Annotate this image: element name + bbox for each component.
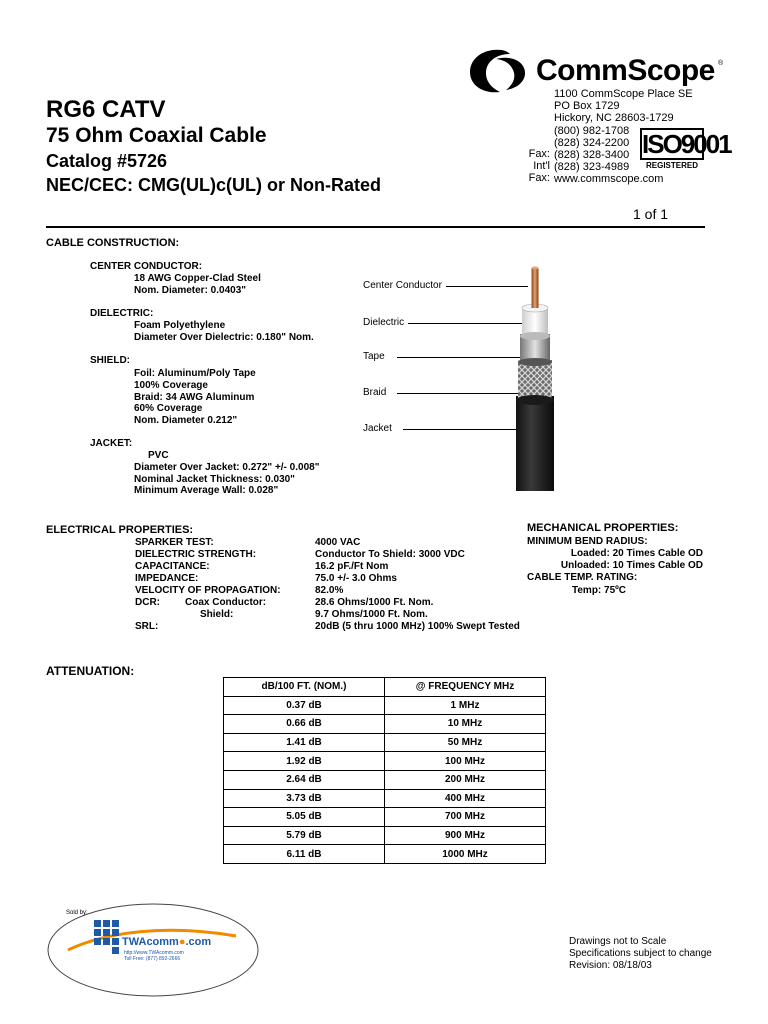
attenuation-cell: 1.92 dB — [224, 752, 385, 771]
seller-seal — [46, 902, 260, 998]
property-value: 16.2 pF./Ft Nom — [315, 561, 389, 572]
property-label: DIELECTRIC STRENGTH: — [135, 549, 257, 560]
attenuation-cell: 0.66 dB — [224, 715, 385, 734]
frequency-cell: 700 MHz — [385, 808, 546, 827]
attenuation-cell: 1.41 dB — [224, 733, 385, 752]
attenuation-heading: ATTENUATION: — [46, 664, 135, 678]
shield-label: SHIELD: — [90, 355, 130, 366]
leader-line — [397, 357, 520, 358]
table-header-row — [224, 678, 546, 697]
attenuation-cell: 5.79 dB — [224, 826, 385, 845]
address-line: (828) 323-4989 — [554, 161, 630, 174]
loaded-radius: Loaded: 20 Times Cable OD — [570, 548, 703, 559]
leader-line — [397, 393, 518, 394]
frequency-cell: 900 MHz — [385, 826, 546, 845]
spec-line: Foil: Aluminum/Poly Tape — [134, 368, 256, 379]
seller-phone: Toll Free: (877) 892-2666 — [124, 956, 181, 962]
electrical-row — [135, 549, 535, 561]
frequency-cell: 200 MHz — [385, 770, 546, 789]
spec-line: Foam Polyethylene — [134, 320, 226, 331]
seller-name-main: TWAcomm — [122, 936, 179, 948]
spec-line: Nom. Diameter: 0.0403" — [134, 284, 247, 296]
product-title: RG6 CATV — [46, 96, 166, 123]
attenuation-cell: 3.73 dB — [224, 789, 385, 808]
electrical-table — [135, 537, 535, 633]
property-value: 9.7 Ohms/1000 Ft. Nom. — [315, 609, 428, 620]
cable-construction-heading: CABLE CONSTRUCTION: — [46, 237, 180, 249]
address-line: 1100 CommScope Place SE — [554, 88, 693, 100]
label-dielectric: Dielectric — [363, 317, 405, 328]
address-line: (828) 324-2200 — [554, 136, 630, 149]
catalog-number: Catalog #5726 — [46, 151, 168, 171]
electrical-row — [135, 597, 535, 609]
seller-name: TWAcomm●.com — [122, 936, 212, 948]
property-value: 82.0% — [315, 585, 344, 596]
table-row — [224, 733, 546, 752]
center-conductor-details — [134, 273, 261, 297]
property-sublabel: Shield: — [200, 609, 234, 620]
column-header: dB/100 FT. (NOM.) — [224, 678, 385, 697]
spec-line: 60% Coverage — [134, 403, 203, 415]
footer-line: Drawings not to Scale — [569, 936, 667, 947]
label-tape: Tape — [363, 351, 385, 362]
property-label: VELOCITY OF PROPAGATION: — [135, 585, 281, 596]
spec-line: Minimum Average Wall: 0.028" — [134, 485, 279, 497]
electrical-heading: ELECTRICAL PROPERTIES: — [46, 524, 194, 536]
temp-rating-value: Temp: 75ºC — [572, 585, 627, 596]
leader-line — [403, 429, 516, 430]
coax-cable-illustration — [510, 262, 560, 492]
commscope-logo-icon — [466, 46, 536, 96]
revision-date: Revision: 08/18/03 — [569, 960, 652, 971]
electrical-row — [135, 585, 535, 597]
address-line: Hickory, NC 28603-1729 — [554, 112, 674, 125]
leader-line — [408, 323, 522, 324]
footer-notes — [569, 936, 712, 972]
dielectric-details — [134, 320, 314, 344]
frequency-cell: 100 MHz — [385, 752, 546, 771]
table-row — [224, 826, 546, 845]
table-row — [224, 696, 546, 715]
center-conductor-label: CENTER CONDUCTOR: — [90, 261, 203, 272]
company-name: CommScope — [536, 54, 715, 87]
page-number: 1 of 1 — [633, 206, 669, 222]
property-value: Conductor To Shield: 3000 VDC — [315, 549, 465, 560]
frequency-cell: 1000 MHz — [385, 845, 546, 864]
property-value: 4000 VAC — [315, 537, 361, 548]
column-header: @ FREQUENCY MHz — [385, 678, 546, 697]
product-subtitle: 75 Ohm Coaxial Cable — [46, 124, 267, 147]
table-row — [224, 845, 546, 864]
jacket-details — [134, 450, 319, 497]
table-row — [224, 789, 546, 808]
nec-rating: NEC/CEC: CMG(UL)c(UL) or Non-Rated — [46, 175, 381, 195]
property-value: 20dB (5 thru 1000 MHz) 100% Swept Tested — [315, 621, 520, 632]
attenuation-cell: 6.11 dB — [224, 845, 385, 864]
spec-line: Nominal Jacket Thickness: 0.030" — [134, 473, 295, 485]
iso-badge — [640, 128, 731, 170]
jacket-label: JACKET: — [90, 438, 133, 449]
attenuation-cell: 0.37 dB — [224, 696, 385, 715]
spec-line: Braid: 34 AWG Aluminum — [134, 391, 255, 403]
table-row — [224, 715, 546, 734]
property-label: IMPEDANCE: — [135, 573, 199, 584]
table-row — [224, 808, 546, 827]
website: www.commscope.com — [554, 173, 664, 186]
frequency-cell: 1 MHz — [385, 696, 546, 715]
iso-registered: REGISTERED — [645, 161, 698, 170]
property-sublabel: Coax Conductor: — [185, 597, 267, 608]
frequency-cell: 10 MHz — [385, 715, 546, 734]
mechanical-heading: MECHANICAL PROPERTIES: — [527, 522, 679, 534]
seller-name-suffix: .com — [185, 936, 212, 948]
shield-details — [134, 368, 256, 427]
table-row — [224, 770, 546, 789]
spec-line: 18 AWG Copper-Clad Steel — [134, 273, 261, 284]
attenuation-table — [223, 677, 546, 864]
spec-line: PVC — [148, 450, 169, 461]
property-label: SPARKER TEST: — [135, 537, 214, 548]
property-value: 75.0 +/- 3.0 Ohms — [315, 573, 397, 584]
property-value: 28.6 Ohms/1000 Ft. Nom. — [315, 597, 434, 608]
dielectric-label: DIELECTRIC: — [90, 308, 154, 319]
frequency-cell: 400 MHz — [385, 789, 546, 808]
spec-line: Diameter Over Dielectric: 0.180" Nom. — [134, 331, 314, 343]
temp-rating-label: CABLE TEMP. RATING: — [527, 572, 638, 583]
electrical-row — [135, 609, 535, 621]
address-line: (800) 982-1708 — [554, 124, 630, 137]
registered-mark: ® — [718, 60, 724, 67]
electrical-row — [135, 561, 535, 573]
header-divider — [46, 226, 705, 228]
unloaded-radius: Unloaded: 10 Times Cable OD — [560, 560, 703, 571]
electrical-row — [135, 537, 535, 549]
electrical-row — [135, 621, 535, 633]
intl-fax-label: Int'l Fax: — [528, 160, 550, 185]
fax-labels — [510, 148, 550, 185]
fax-label: Fax: — [528, 148, 550, 160]
property-label: CAPACITANCE: — [135, 561, 210, 572]
bend-radius-label: MINIMUM BEND RADIUS: — [527, 536, 648, 547]
frequency-cell: 50 MHz — [385, 733, 546, 752]
label-center-conductor: Center Conductor — [363, 280, 442, 291]
spec-line: 100% Coverage — [134, 379, 208, 391]
address-line: PO Box 1729 — [554, 100, 620, 113]
electrical-row — [135, 573, 535, 585]
seller-url: http://www.TWAcomm.com — [124, 950, 184, 956]
label-braid: Braid — [363, 387, 387, 398]
attenuation-cell: 5.05 dB — [224, 808, 385, 827]
label-jacket: Jacket — [363, 423, 392, 434]
property-label: DCR: — [135, 597, 160, 608]
property-label: SRL: — [135, 621, 159, 632]
iso-label: ISO9001 — [642, 129, 731, 159]
address-line: (828) 328-3400 — [554, 149, 630, 162]
footer-line: Specifications subject to change — [569, 948, 712, 959]
table-row — [224, 752, 546, 771]
spec-line: Diameter Over Jacket: 0.272" +/- 0.008" — [134, 461, 320, 473]
spec-line: Nom. Diameter 0.212" — [134, 415, 238, 427]
sold-by-label: Sold by: — [66, 910, 88, 916]
attenuation-cell: 2.64 dB — [224, 770, 385, 789]
